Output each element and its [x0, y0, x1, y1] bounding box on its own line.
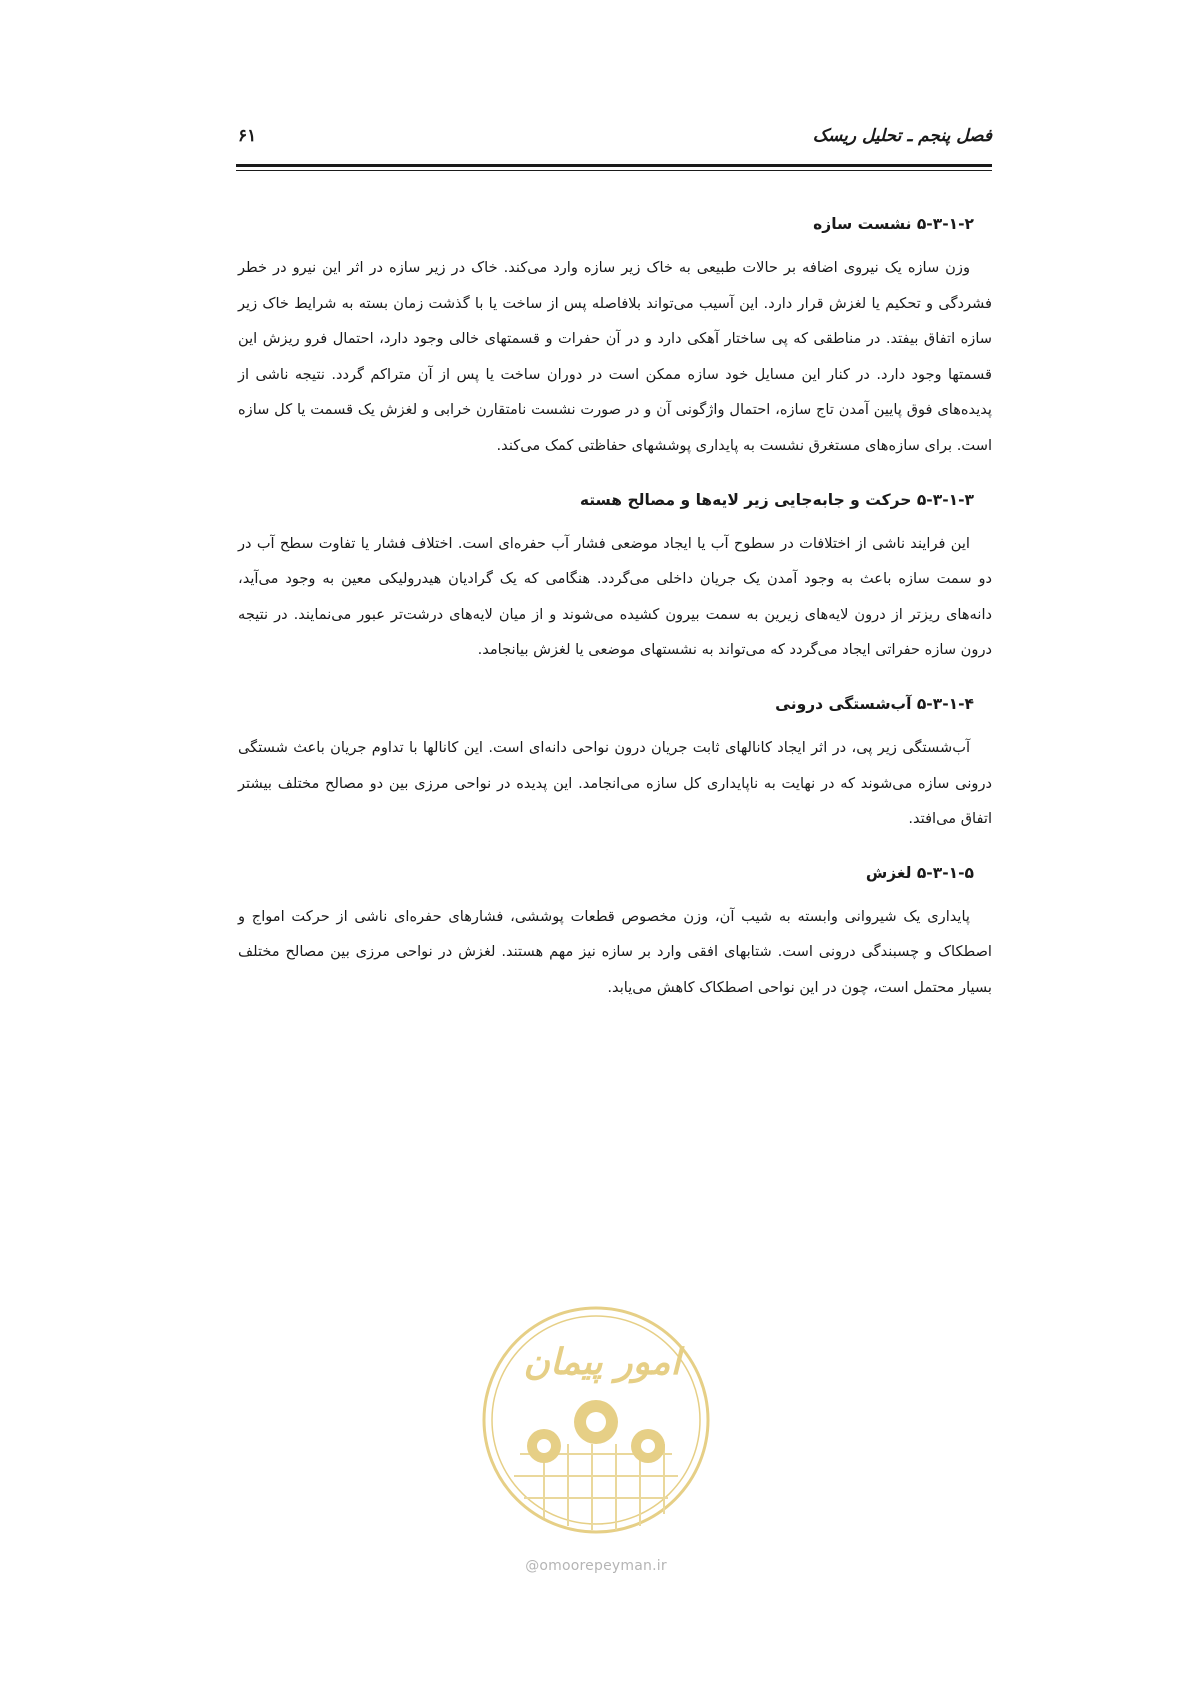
page-header — [238, 126, 992, 166]
section-heading-core-movement: ۵-۳-۱-۳ حرکت و جابه‌جایی زیر لایه‌ها و مصالح هسته — [579, 490, 974, 509]
header-rule-thin — [236, 170, 992, 171]
header-rule-thick — [236, 164, 992, 167]
chapter-title: فصل پنجم ـ تحلیل ریسک — [812, 126, 992, 146]
section-body-settlement: وزن سازه یک نیروی اضافه بر حالات طبیعی به خاک زیر سازه وارد می‌کند. خاک در زیر سازه در اثر این نیرو در خطر فشردگی و تحکیم یا لغزش قرار دارد. این آسیب می‌تواند بلافاصله پس از ساخت یا با گذشت زمان بسته به شرایط خاک زیر سازه اتفاق بیفتد. در مناطقی که پی ساختار آهکی دارد و در آن حفرات و قسمتهای خالی وجود دارد، احتمال فرو ریزش این قسمتها وجود دارد. در کنار این مسایل خود سازه ممکن است در دوران ساخت یا پس از آن متراکم گردد. نتیجه ناشی از پدیده‌های فوق پایین آمدن تاج سازه، احتمال واژگونی آن و در صورت نشست نامتقارن خرابی و لغزش یک قسمت یا کل سازه است. برای سازه‌های مستغرق نشست به پایداری پوششهای حفاظتی کمک می‌کند. — [238, 259, 992, 454]
watermark-logo — [480, 1304, 712, 1536]
section-heading-internal-scour: ۵-۳-۱-۴ آب‌شستگی درونی — [775, 694, 974, 713]
page-number: ۶۱ — [238, 126, 257, 146]
section-heading-sliding: ۵-۳-۱-۵ لغزش — [865, 863, 974, 882]
page-body — [238, 210, 992, 1006]
watermark-site: @omoorepeyman.ir — [525, 1558, 667, 1574]
section-body-internal-scour: آب‌شستگی زیر پی، در اثر ایجاد کانالهای ثابت جریان درون نواحی دانه‌ای است. این کانالها با تداوم جریان باعث شستگی درونی سازه می‌شوند که در نهایت به ناپایداری کل سازه می‌انجامد. این پدیده در نواحی مرزی بین دو مصالح مختلف بیشتر اتفاق می‌افتد. — [238, 738, 992, 828]
section-heading-settlement: ۵-۳-۱-۲ نشست سازه — [813, 215, 974, 233]
section-body-core-movement: این فرایند ناشی از اختلافات در سطوح آب یا ایجاد موضعی فشار آب حفره‌ای است. اختلاف فشار یا تفاوت سطح آب در دو سمت سازه باعث به وجود آمدن یک جریان داخلی می‌گردد. هنگامی که یک گرادیان هیدرولیکی معین به وجود می‌آید، دانه‌های ریزتر از درون لایه‌های زیرین به سمت بیرون کشیده می‌شوند و از میان لایه‌های درشت‌تر عبور می‌نمایند. در نتیجه درون سازه حفراتی ایجاد می‌گردد که می‌تواند به نشستهای موضعی یا لغزش بیانجامد. — [238, 534, 992, 659]
section-body-sliding: پایداری یک شیروانی وابسته به شیب آن، وزن مخصوص قطعات پوششی، فشارهای حفره‌ای ناشی از حرکت امواج و اصطکاک و چسبندگی درونی است. شتابهای افقی وارد بر سازه نیز مهم هستند. لغزش در نواحی مرزی بین مصالح مختلف بسیار محتمل است، چون در این نواحی اصطکاک کاهش می‌یابد. — [238, 907, 992, 996]
logo-lettering: امور پیمان — [523, 1341, 681, 1383]
